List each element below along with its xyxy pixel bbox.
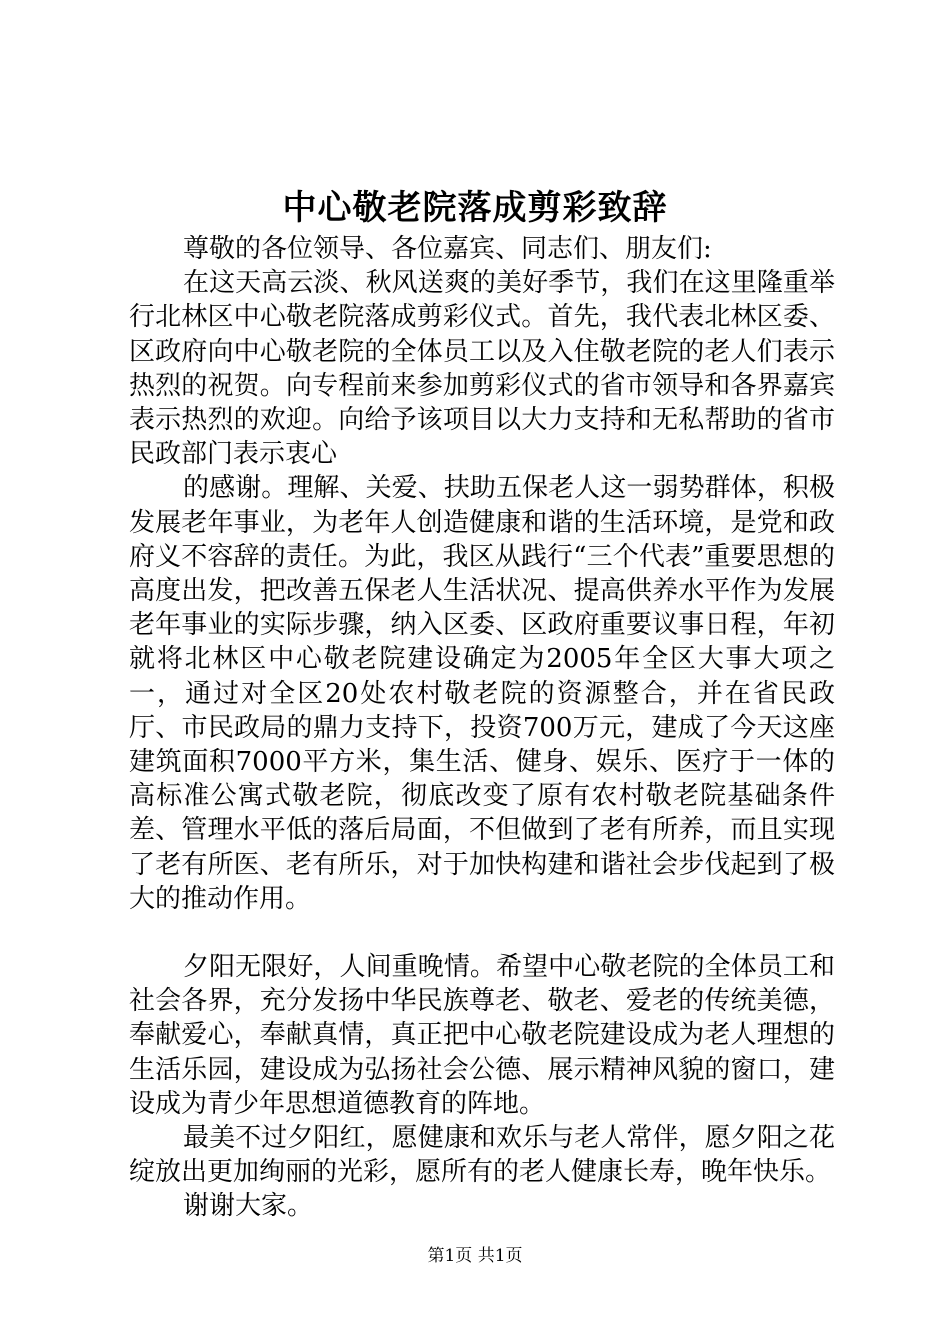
paragraph-4: 最美不过夕阳红，愿健康和欢乐与老人常伴，愿夕阳之花绽放出更加绚丽的光彩，愿所有的老人健康长寿，晚年快乐。 xyxy=(129,1123,835,1188)
closing-thanks: 谢谢大家。 xyxy=(183,1191,314,1222)
paragraph-1: 在这天高云淡、秋风送爽的美好季节，我们在这里隆重举行北林区中心敬老院落成剪彩仪式。首先，我代表北林区委、区政府向中心敬老院的全体员工以及入住敬老院的老人们表示热烈的祝贺。向专程前来参加剪彩仪式的省市领导和各界嘉宾表示热烈的欢迎。向给予该项目以大力支持和无私帮助的省市民政部门表示衷心 xyxy=(129,268,835,470)
paragraph-2: 的感谢。理解、关爱、扶助五保老人这一弱势群体，积极发展老年事业，为老年人创造健康和谐的生活环境，是党和政府义不容辞的责任。为此，我区从践行“三个代表”重要思想的高度出发，把改善五保老人生活状况、提高供养水平作为发展老年事业的实际步骤，纳入区委、区政府重要议事日程，年初就将北林区中心敬老院建设确定为2005年全区大事大项之一，通过对全区20处农村敬老院的资源整合，并在省民政厅、市民政局的鼎力支持下，投资700万元，建成了今天这座建筑面积7000平方米，集生活、健身、娱乐、医疗于一体的高标准公寓式敬老院，彻底改变了原有农村敬老院基础条件差、管理水平低的落后局面，不但做到了老有所养，而且实现了老有所医、老有所乐，对于加快构建和谐社会步伐起到了极大的推动作用。 xyxy=(129,473,835,914)
document-body xyxy=(129,232,835,1224)
document-title: 中心敬老院落成剪彩致辞 xyxy=(282,188,668,228)
page-number-footer: 第1页 共1页 xyxy=(427,1246,523,1266)
salutation: 尊敬的各位领导、各位嘉宾、同志们、朋友们: xyxy=(183,234,712,264)
paragraph-3: 夕阳无限好，人间重晚情。希望中心敬老院的全体员工和社会各界，充分发扬中华民族尊老、敬老、爱老的传统美德，奉献爱心，奉献真情，真正把中心敬老院建设成为老人理想的生活乐园，建设成为弘扬社会公德、展示精神风貌的窗口，建设成为青少年思想道德教育的阵地。 xyxy=(129,952,835,1119)
paragraph-gap xyxy=(129,916,835,950)
